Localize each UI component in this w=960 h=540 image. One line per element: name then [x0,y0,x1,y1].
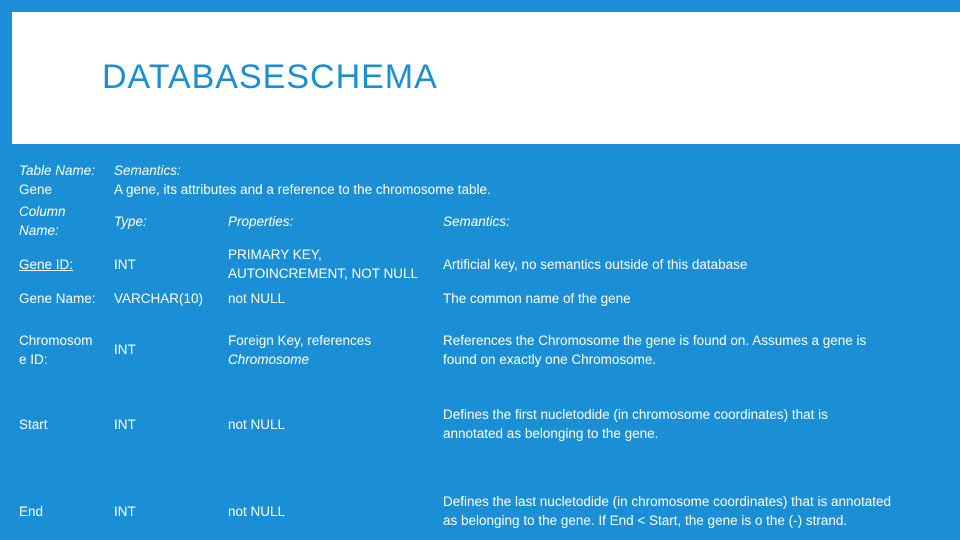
row-properties: AUTOINCREMENT, NOT NULL [228,266,419,281]
row-semantics: References the Chromosome the gene is found on. Assumes a gene is [443,333,867,348]
title-band [0,0,960,144]
row-name: Start [19,417,48,432]
row-name: End [19,504,44,519]
row-semantics: The common name of the gene [443,291,631,306]
row-type: INT [114,342,136,357]
header-column-name-line1: Column [19,204,66,219]
row-name: Gene Name: [19,291,96,306]
header-column-name-line2: Name: [19,223,59,238]
row-semantics: Defines the first nucletodide (in chromosome coordinates) that is [443,407,828,422]
row-properties: not NULL [228,504,286,519]
row-semantics: Artificial key, no semantics outside of this database [443,257,748,272]
semantics-label: Semantics: [114,163,181,178]
row-properties: PRIMARY KEY, [228,247,322,262]
row-name: e ID: [19,352,48,367]
row-type: INT [114,257,136,272]
title-panel [12,12,960,144]
row-semantics: annotated as belonging to the gene. [443,426,659,441]
header-type: Type: [114,214,147,229]
row-type: INT [114,417,136,432]
header-semantics: Semantics: [443,214,510,229]
row-type: INT [114,504,136,519]
table-name-value: Gene [19,182,53,197]
row-properties: not NULL [228,291,286,306]
row-semantics: found on exactly one Chromosome. [443,352,657,367]
schema-content [0,144,960,540]
row-semantics: as belonging to the gene. If End < Start, the gene is o the (-) strand. [443,513,848,528]
table-name-label: Table Name: [19,163,96,178]
semantics-value: A gene, its attributes and a reference to the chromosome table. [114,182,491,197]
row-name: Chromosom [19,333,93,348]
header-properties: Properties: [228,214,294,229]
row-name: Gene ID: [19,257,74,272]
row-properties: Foreign Key, references [228,333,372,348]
row-semantics: Defines the last nucletodide (in chromosome coordinates) that is annotated [443,494,892,509]
row-properties: Chromosome [228,352,310,367]
slide-title: DATABASESCHEMA [102,58,438,96]
row-type: VARCHAR(10) [114,291,204,306]
row-properties: not NULL [228,417,286,432]
